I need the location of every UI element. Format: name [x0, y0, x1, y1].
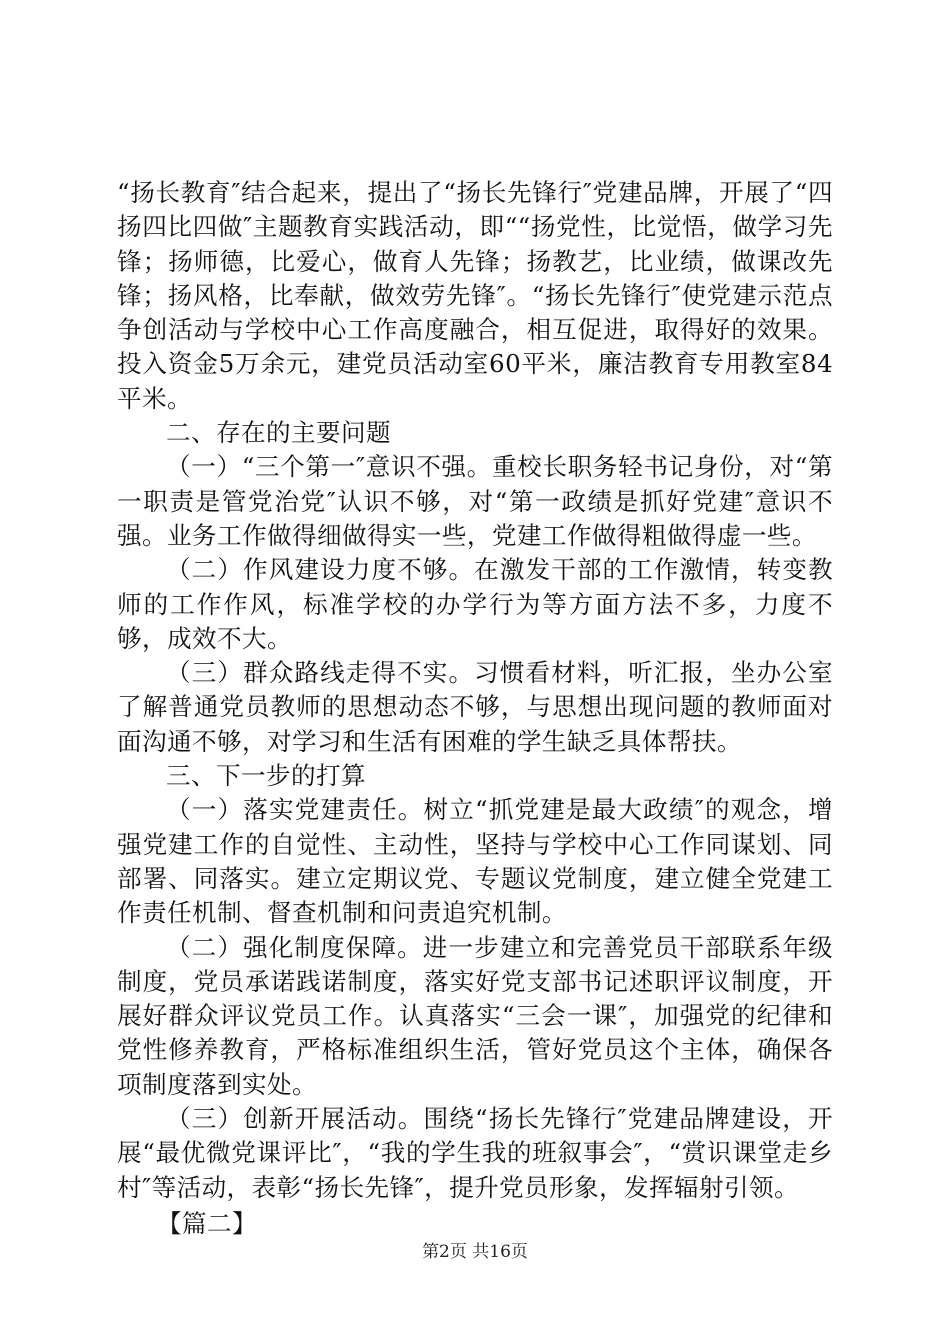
paragraph-plan-2: （二）强化制度保障。进一步建立和完善党员干部联系年级制度，党员承诺践诺制度，落实好党支部书记述职评议制度，开展好群众评议党员工作。认真落实“三会一课″，加强党的纪律和党性修养教育，严格标准组织生活，管好党员这个主体，确保各项制度落到实处。: [117, 932, 833, 1099]
document-body: [117, 176, 833, 1241]
section-label-part-two: 【篇二】: [157, 1208, 257, 1238]
paragraph-problem-1: （一）“三个第一″意识不强。重校长职务轻书记身份，对“第一职责是管党治党″认识不够，对“第一政绩是抓好党建″意识不强。业务工作做得细做得实一些，党建工作做得粗做得虚一些。: [117, 452, 833, 550]
section-heading-next-steps: 三、下一步的打算: [166, 761, 366, 791]
paragraph-plan-3: （三）创新开展活动。围绕“扬长先锋行″党建品牌建设，开展“最优微党课评比″，“我的学生我的班叙事会″，“赏识课堂走乡村″等活动，表彰“扬长先锋″，提升党员形象，发挥辐射引领。: [117, 1104, 833, 1202]
paragraph-plan-1: （一）落实党建责任。树立“抓党建是最大政绩″的观念，增强党建工作的自觉性、主动性，坚持与学校中心工作同谋划、同部署、同落实。建立定期议党、专题议党制度，建立健全党建工作责任机制、督查机制和问责追究机制。: [117, 795, 833, 928]
page-footer: 第2页 共16页: [422, 1242, 528, 1262]
section-heading-problems: 二、存在的主要问题: [166, 418, 391, 448]
paragraph-problem-3: （三）群众路线走得不实。习惯看材料，听汇报，坐办公室了解普通党员教师的思想动态不够，与思想出现问题的教师面对面沟通不够，对学习和生活有困难的学生缺乏具体帮扶。: [117, 658, 833, 756]
paragraph-intro-continuation: “扬长教育″结合起来，提出了“扬长先锋行″党建品牌，开展了“四扬四比四做″主题教育实践活动，即““扬党性，比觉悟，做学习先锋；扬师德，比爱心，做育人先锋；扬教艺，比业绩，做课改先锋；扬风格，比奉献，做效劳先锋″。“扬长先锋行″使党建示范点争创活动与学校中心工作高度融合，相互促进，取得好的效果。投入资金5万余元，建党员活动室60平米，廉洁教育专用教室84平米。: [117, 178, 833, 413]
paragraph-problem-2: （二）作风建设力度不够。在激发干部的工作激情，转变教师的工作作风，标准学校的办学行为等方面方法不多，力度不够，成效不大。: [117, 555, 833, 653]
